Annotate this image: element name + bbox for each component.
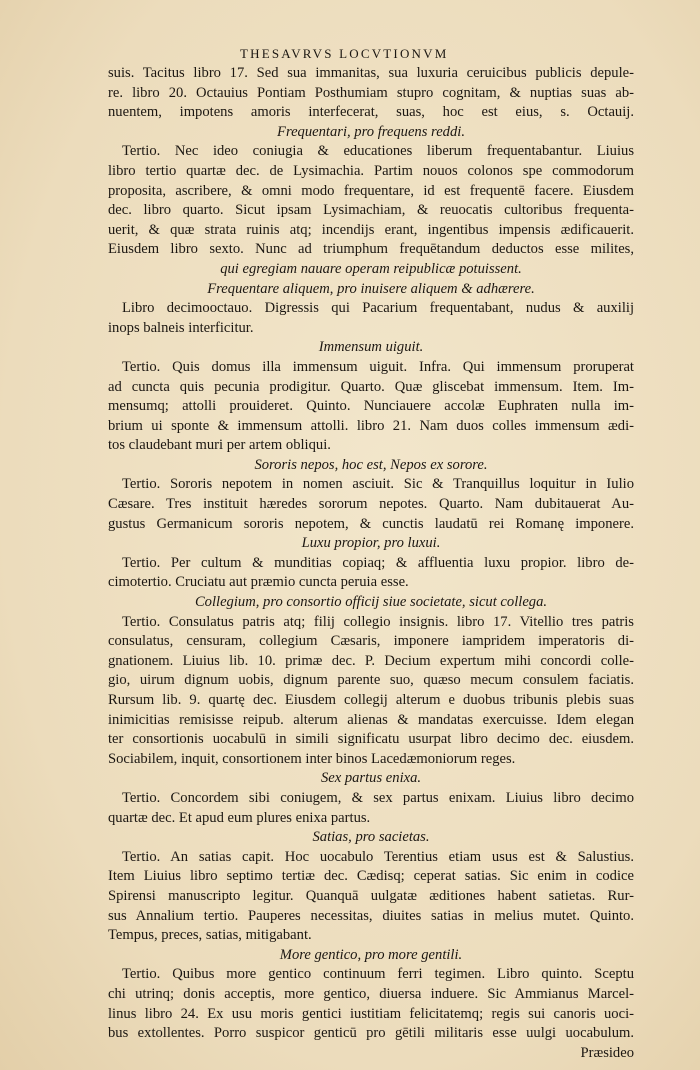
- text-line: Tempus, preces, satias, mitigabant.: [108, 927, 312, 944]
- text-line: mensumq; attolli prouideret. Quinto. Nunciauere accolæ Euphraten nulla im-: [108, 398, 634, 415]
- text-line: linus libro 24. Ex usu moris gentici iustitiam felicitatemq; regis sui canoris uoci-: [108, 1005, 634, 1022]
- running-head: THESAVRVS LOCVTIONVM: [240, 46, 449, 61]
- entry-heading: Sororis nepos, hoc est, Nepos ex sorore.: [254, 456, 488, 473]
- text-line: Tertio. Sororis nepotem in nomen asciuit. Sic & Tranquillus loquitur in Iulio: [122, 476, 634, 493]
- entry-heading: Luxu propior, pro luxui.: [301, 535, 441, 552]
- text-line: dec. libro quarto. Sicut ipsam Lysimachiam, & reuocatis cultoribus frequenta-: [108, 202, 634, 219]
- entry-heading: More gentico, pro more gentili.: [279, 946, 463, 963]
- text-line: ter consortionis uocabulū in simili significatu usurpat libro decimo dec. eiusdem.: [108, 731, 634, 748]
- text-line: Tertio. Concordem sibi coniugem, & sex partus enixam. Liuius libro decimo: [122, 789, 634, 806]
- text-line: Tertio. Per cultum & munditias copiaq; & affluentia luxu propior. libro de-: [122, 554, 634, 571]
- text-line: Tertio. Nec ideo coniugia & educationes liberum frequentabantur. Liuius: [122, 143, 634, 160]
- text-line: uerit, & quæ strata ruinis atq; incendijs erant, ingentibus impensis ædificauerit.: [108, 221, 634, 238]
- entry-heading: Frequentare aliquem, pro inuisere aliquem & adhærere.: [207, 280, 535, 297]
- text-line: Tertio. Consulatus patris atq; filij collegio insignis. libro 17. Vitellio tres patris: [122, 613, 634, 630]
- entry-heading: Immensum uiguit.: [318, 339, 424, 356]
- text-line: qui egregiam nauare operam reipublicæ potuissent.: [220, 260, 522, 277]
- text-line: gustus Germanicum sororis nepotem, & cunctis laudatū rei Romanę imponere.: [108, 515, 634, 532]
- text-line: Rursum lib. 9. quartę dec. Eiusdem collegij alterum e duobus tribunis plebis suas: [108, 692, 634, 708]
- text-line: quartæ dec. Et apud eum plures enixa partus.: [108, 809, 371, 826]
- text-line: tos claudebant muri per artem obliqui.: [108, 437, 331, 454]
- text-line: nuentem, impotens amoris interfecerat, suas, hoc est eius, s. Octauij.: [108, 104, 634, 121]
- text-line: Item Liuius libro septimo tertiæ dec. Cædisq; ceperat satias. Sic enim in codice: [108, 868, 634, 885]
- text-line: proposita, ascribere, & omni modo frequentare, id est frequentē facere. Eiusdem: [108, 182, 634, 199]
- text-line: Tertio. An satias capit. Hoc uocabulo Terentius etiam usus est & Salustius.: [122, 848, 634, 865]
- text-line: gio, uirum dignum uobis, dignum parente suo, quæso mecum consulem faciatis.: [108, 672, 634, 689]
- text-line: Spirensi manuscripto legitur. Quanquā uulgatæ æditiones habent satietas. Rur-: [108, 887, 634, 904]
- text-block: [108, 64, 634, 1063]
- entry-heading: Satias, pro sacietas.: [312, 829, 430, 846]
- text-line: gnationem. Liuius lib. 10. primæ dec. P. Decium expertum mihi concordi colle-: [108, 652, 634, 669]
- text-line: suis. Tacitus libro 17. Sed sua immanitas, sua luxuria ceruicibus publicis depule-: [108, 65, 634, 81]
- text-line: Tertio. Quis domus illa immensum uiguit. Infra. Qui immensum proruperat: [122, 358, 634, 375]
- text-line: Eiusdem libro sexto. Nunc ad triumphum frequētandum deductos esse milites,: [108, 241, 634, 258]
- text-line: cimotertio. Cruciatu aut præmio cuncta peruia esse.: [108, 574, 409, 591]
- text-line: ad cuncta quis pecunia prodigitur. Quarto. Quæ gliscebat immensum. Item. Im-: [108, 378, 634, 395]
- text-line: inops balneis interficitur.: [108, 319, 254, 336]
- text-line: bus extollentes. Porro suspicor genticū pro gētili militaris esse uulgi uocabulum.: [108, 1025, 634, 1042]
- text-line: Tertio. Quibus more gentico continuum ferri tegimen. Libro quinto. Sceptu: [122, 966, 634, 983]
- text-line: Sociabilem, inquit, consortionem inter binos Lacedæmoniorum reges.: [108, 750, 516, 767]
- text-line: brium ui sponte & immensum attolli. libro 21. Nam duos colles immensum ædi-: [108, 417, 634, 434]
- text-line: chi utrinq; donis acceptis, more gentico, diuersa induere. Sic Ammianus Marcel-: [108, 985, 634, 1002]
- text-line: sus Annalium tertio. Pauperes necessitas, diuites satias in melius mutet. Quinto.: [108, 907, 634, 924]
- text-line: Libro decimooctauo. Digressis qui Pacarium frequentabant, nudus & auxilij: [122, 300, 634, 317]
- text-line: re. libro 20. Octauius Pontiam Posthumiam stupro cognitam, & nuptias suas ab-: [108, 84, 634, 101]
- text-line: Cæsare. Tres instituit hæredes sororum nepotes. Quarto. Nam dubitauerat Au-: [108, 496, 634, 513]
- entry-heading: Frequentari, pro frequens reddi.: [277, 123, 465, 140]
- entry-heading: Sex partus enixa.: [320, 770, 422, 787]
- text-line: inimicitias remisisse reipub. alterum alienas & mandatas exercuisse. Idem elegan: [108, 711, 634, 728]
- catchword: Præsideo: [580, 1044, 634, 1061]
- entry-heading: Collegium, pro consortio officij siue societate, sicut collega.: [194, 594, 548, 611]
- text-line: libro tertio quartæ dec. de Lysimachia. Partim nouos colonos spe commodorum: [108, 162, 634, 179]
- text-line: consulatus, censuram, collegium Cæsaris, imponere iampridem imperatoris di-: [108, 633, 634, 650]
